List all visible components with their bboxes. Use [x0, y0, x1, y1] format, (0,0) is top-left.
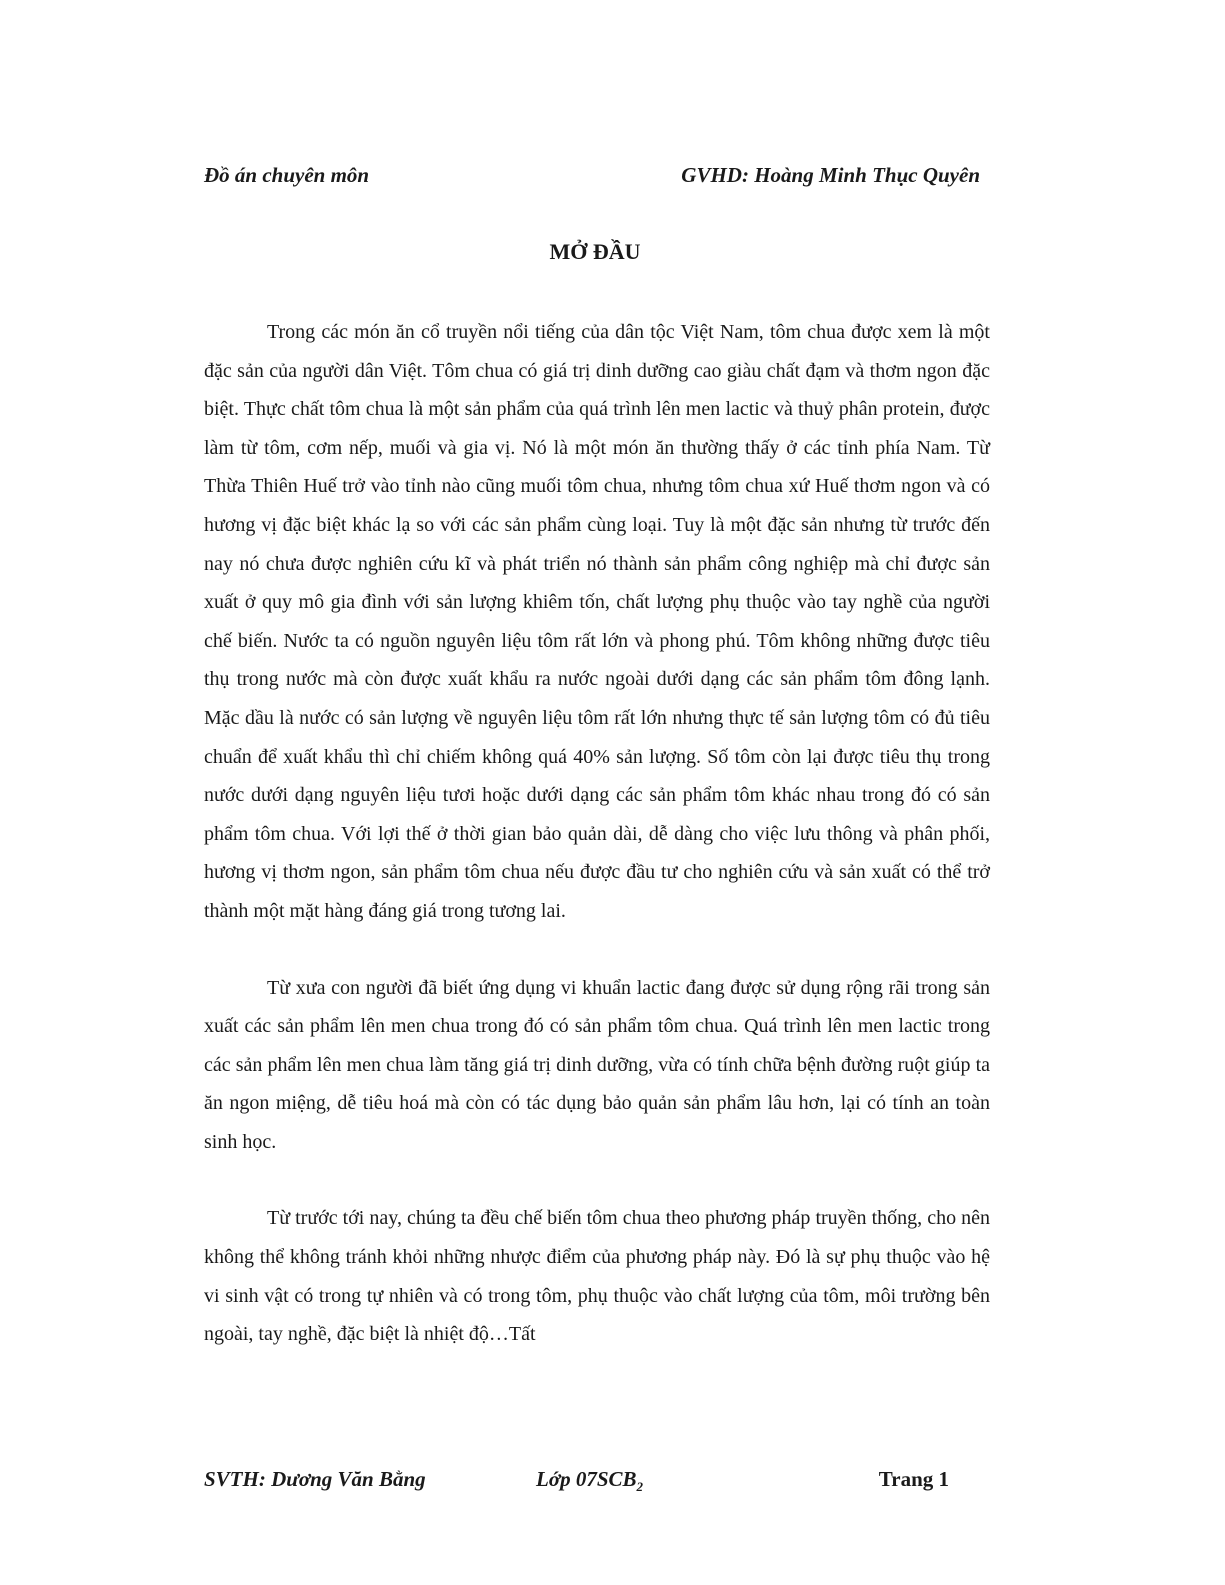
paragraph-2: Từ xưa con người đã biết ứng dụng vi khuẩn lactic đang được sử dụng rộng rãi trong sản xuất các sản phẩm lên men chua trong đó có sản phẩm tôm chua. Quá trình lên men lactic trong các sản phẩm lên men chua làm tăng giá trị dinh dưỡng, vừa có tính chữa bệnh đường ruột giúp ta ăn ngon miệng, dễ tiêu hoá mà còn có tác dụng bảo quản sản phẩm lâu hơn, lại có tính an toàn sinh học.	[204, 976, 990, 1153]
paragraph-1: Trong các món ăn cổ truyền nổi tiếng của dân tộc Việt Nam, tôm chua được xem là một đặc sản của người dân Việt. Tôm chua có giá trị dinh dưỡng cao giàu chất đạm và thơm ngon đặc biệt. Thực chất tôm chua là một sản phẩm của quá trình lên men lactic và thuỷ phân protein, được làm từ tôm, cơm nếp, muối và gia vị. Nó là một món ăn thường thấy ở các tỉnh phía Nam. Từ Thừa Thiên Huế trở vào tỉnh nào cũng muối tôm chua, nhưng tôm chua xứ Huế thơm ngon và có hương vị đặc biệt khác lạ so với các sản phẩm cùng loại. Tuy là một đặc sản nhưng từ trước đến nay nó chưa được nghiên cứu kĩ và phát triển nó thành sản phẩm công nghiệp mà chỉ được sản xuất ở quy mô gia đình với sản lượng khiêm tốn, chất lượng phụ thuộc vào tay nghề của người chế biến. Nước ta có nguồn nguyên liệu tôm rất lớn và phong phú. Tôm không những được tiêu thụ trong nước mà còn được xuất khẩu ra nước ngoài dưới dạng các sản phẩm tôm đông lạnh. Mặc dầu là nước có sản lượng về nguyên liệu tôm rất lớn nhưng thực tế sản lượng tôm có đủ tiêu chuẩn để xuất khẩu thì chỉ chiếm không quá 40% sản lượng. Số tôm còn lại được tiêu thụ trong nước dưới dạng nguyên liệu tươi hoặc dưới dạng các sản phẩm tôm khác nhau trong đó có sản phẩm tôm chua. Với lợi thế ở thời gian bảo quản dài, dễ dàng cho việc lưu thông và phân phối, hương vị thơm ngon, sản phẩm tôm chua nếu được đầu tư cho nghiên cứu và sản xuất có thể trở thành một mặt hàng đáng giá trong tương lai.	[204, 321, 990, 922]
page-header	[204, 160, 980, 190]
footer-student: SVTH: Dương Văn Bằng	[204, 1467, 426, 1491]
footer-page-number: Trang 1	[878, 1467, 949, 1491]
footer-class-label: Lớp 07SCB	[536, 1467, 637, 1491]
document-body	[204, 313, 990, 1354]
footer-class	[536, 1463, 643, 1503]
paragraph-3: Từ trước tới nay, chúng ta đều chế biến tôm chua theo phương pháp truyền thống, cho nên không thể không tránh khỏi những nhược điểm của phương pháp này. Đó là sự phụ thuộc vào hệ vi sinh vật có trong tự nhiên và có trong tôm, phụ thuộc vào chất lượng của tôm, môi trường bên ngoài, tay nghề, đặc biệt là nhiệt độ…Tất	[204, 1207, 990, 1346]
section-title: MỞ ĐẦU	[549, 239, 641, 264]
footer-class-subscript: 2	[636, 1479, 644, 1495]
header-course-title: Đồ án chuyên môn	[204, 163, 370, 187]
page-footer	[204, 1463, 949, 1495]
header-advisor: GVHD: Hoàng Minh Thục Quyên	[681, 163, 980, 187]
